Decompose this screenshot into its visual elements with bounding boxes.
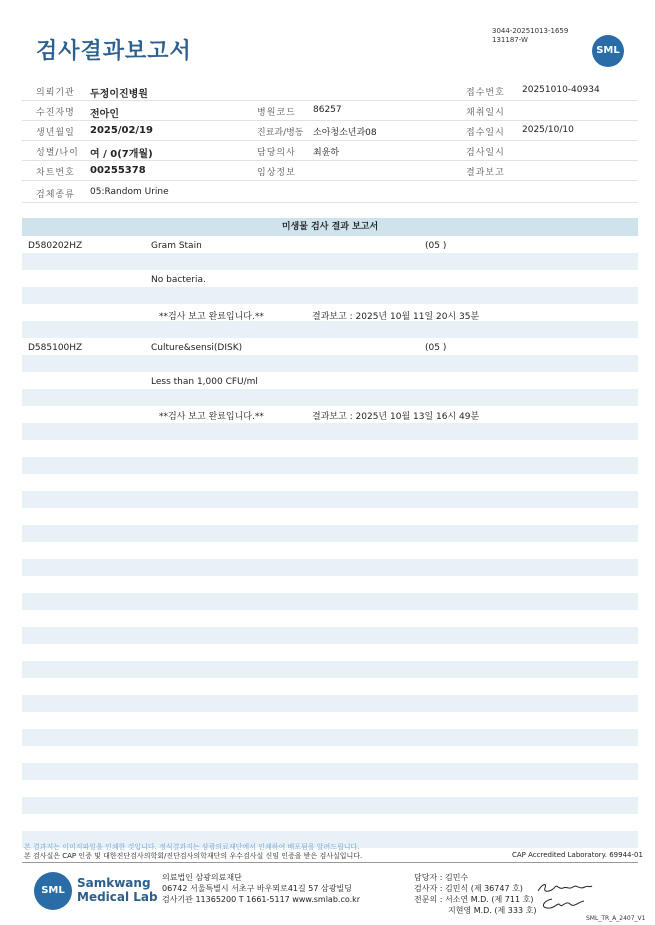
test1-code: D580202HZ <box>28 241 83 251</box>
sex-age-label: 성별/나이 <box>36 148 79 158</box>
specimen-label: 검체종류 <box>36 190 75 200</box>
signatories <box>414 872 536 916</box>
receipt-date-value: 2025/10/10 <box>522 125 574 135</box>
table-row-stripe <box>22 695 638 712</box>
org-address: 06742 서울특별시 서초구 바우뫼로41길 57 삼광빌딩 <box>162 884 352 893</box>
table-row-stripe <box>22 763 638 780</box>
test2-result: Less than 1,000 CFU/ml <box>151 377 258 387</box>
specialist-1: 전문의 : 서소연 M.D. (제 711 호) <box>414 895 534 904</box>
patient-value: 전아인 <box>90 109 119 120</box>
table-row-stripe <box>22 729 638 746</box>
patient-label: 수진자명 <box>36 108 75 118</box>
info-row-4 <box>22 140 638 161</box>
table-row-stripe <box>22 253 638 270</box>
test1-complete: **검사 보고 완료입니다.** <box>159 312 264 322</box>
sml-logo: SML <box>592 35 624 67</box>
table-row-stripe <box>22 627 638 644</box>
org-contact: 검사기관 11365200 T 1661-5117 www.smlab.co.kr <box>162 895 361 904</box>
examiner-signature <box>535 880 595 896</box>
examiner: 검사자 : 김민식 (제 36747 호) <box>414 884 523 893</box>
hospital-value: 두정이진병원 <box>90 89 148 100</box>
hosp-code-label: 병원코드 <box>257 108 296 118</box>
test1-report-time: 결과보고 : 2025년 10월 11일 20시 35분 <box>312 312 480 322</box>
test2-report-time: 결과보고 : 2025년 10월 13일 16시 49분 <box>312 412 480 422</box>
clinical-label: 임상정보 <box>257 168 296 178</box>
table-row-stripe <box>22 355 638 372</box>
test1-name: Gram Stain <box>151 241 202 251</box>
sml-footer-logo: SML <box>34 872 72 910</box>
org-name: 의료법인 삼광의료재단 <box>162 873 242 882</box>
info-row-3 <box>22 120 638 141</box>
sex-age-value: 여 / 0(7개월) <box>90 149 153 160</box>
form-code: SML_TR_A_2407_V1 <box>586 915 646 922</box>
table-row-stripe <box>22 423 638 440</box>
document-id-line1: 3044-20251013-1659 <box>492 27 569 35</box>
report-title: 검사결과보고서 <box>36 39 192 64</box>
table-row-stripe <box>22 525 638 542</box>
report-label: 결과보고 <box>466 168 505 178</box>
test2-name: Culture&sensi(DISK) <box>151 343 243 353</box>
accreditation-notice: 본 검사실은 CAP 인증 및 대한진단검사의학회/진단검사의학재단의 우수검사실 신임 인증을 받은 검사실입니다. <box>24 852 363 860</box>
doctor-label: 담당의사 <box>257 148 296 158</box>
table-row-stripe <box>22 797 638 814</box>
collect-date-label: 채취일시 <box>466 108 505 118</box>
table-row-stripe <box>22 287 638 304</box>
receipt-date-label: 접수일시 <box>466 128 505 138</box>
table-row-stripe <box>22 559 638 576</box>
results-area <box>22 236 638 826</box>
exam-date-label: 검사일시 <box>466 148 505 158</box>
receipt-no-value: 20251010-40934 <box>522 85 600 95</box>
cap-accreditation: CAP Accredited Laboratory. 69944-01 <box>512 851 643 859</box>
info-row-5 <box>22 160 638 181</box>
specimen-value: 05:Random Urine <box>90 187 169 197</box>
hosp-code-value: 86257 <box>313 105 342 115</box>
table-row-stripe <box>22 593 638 610</box>
chart-label: 차트번호 <box>36 168 75 178</box>
brand-line-1: Samkwang <box>77 876 151 890</box>
org-info <box>162 872 360 905</box>
test2-ref: (05 ) <box>425 343 447 353</box>
info-row-2 <box>22 100 638 121</box>
test2-code: D585100HZ <box>28 343 83 353</box>
info-row-6 <box>22 182 638 203</box>
table-row-stripe <box>22 321 638 338</box>
test2-complete: **검사 보고 완료입니다.** <box>159 412 264 422</box>
document-id <box>492 27 568 45</box>
footer-divider <box>22 862 638 863</box>
image-print-notice: 본 결과지는 이미지파일을 인쇄한 것입니다. 정식결과지는 삼광의료재단에서 인쇄하여 배포됨을 알려드립니다. <box>24 843 360 851</box>
hospital-label: 의뢰기관 <box>36 88 75 98</box>
specialist-signature <box>538 896 588 912</box>
chart-value: 00255378 <box>90 165 146 176</box>
table-row-stripe <box>22 389 638 406</box>
table-row-stripe <box>22 661 638 678</box>
document-id-line2: 131187-W <box>492 36 528 44</box>
test1-result: No bacteria. <box>151 275 206 285</box>
info-row-1 <box>22 80 638 101</box>
table-row-stripe <box>22 491 638 508</box>
dept-value: 소아청소년과08 <box>313 128 377 138</box>
dept-label: 진료과/병동 <box>257 128 304 138</box>
table-row-stripe <box>22 457 638 474</box>
specialist-2: 지현영 M.D. (제 333 호) <box>448 906 537 915</box>
manager: 담당자 : 김민수 <box>414 873 469 882</box>
receipt-no-label: 접수번호 <box>466 88 505 98</box>
results-banner: 미생물 검사 결과 보고서 <box>22 218 638 236</box>
brand-line-2: Medical Lab <box>77 890 158 904</box>
test1-ref: (05 ) <box>425 241 447 251</box>
birth-value: 2025/02/19 <box>90 125 153 136</box>
doctor-value: 최윤하 <box>313 148 340 158</box>
birth-label: 생년월일 <box>36 128 75 138</box>
brand-name <box>77 876 158 904</box>
